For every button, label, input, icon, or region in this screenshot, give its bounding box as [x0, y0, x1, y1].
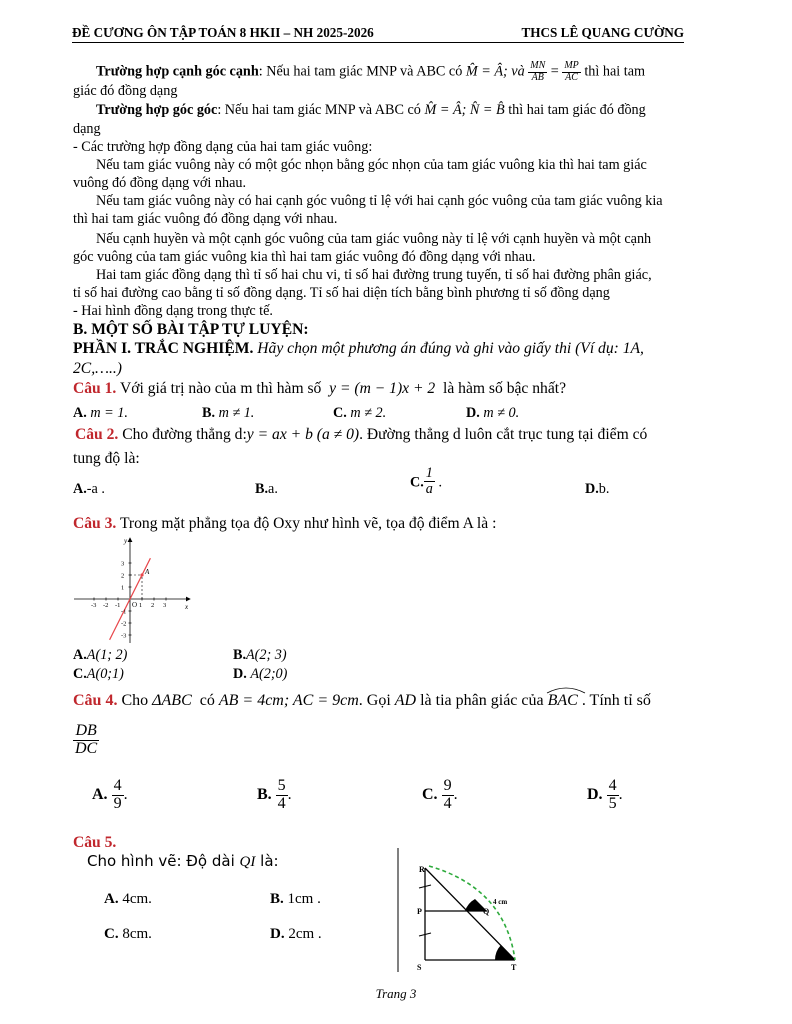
part1-line-2: 2C,…..)	[73, 360, 122, 377]
q1-option-c[interactable]: C. m ≠ 2.	[333, 405, 387, 421]
rule-4b: tỉ số hai đường cao bằng tỉ số đồng dạng. Tỉ số hai diện tích bằng bình phương tỉ số đồng dạng	[73, 285, 610, 301]
q5-option-c[interactable]: C. 8cm.	[104, 926, 152, 942]
rule-1b: vuông đó đồng dạng với nhau.	[73, 175, 247, 191]
q1-option-d[interactable]: D. m ≠ 0.	[466, 405, 520, 421]
label-t: T	[511, 963, 517, 972]
origin-label: O	[132, 601, 138, 609]
y-axis-label: y	[124, 537, 128, 545]
x-axis-label: x	[185, 603, 189, 611]
q1-stem: Câu 1. Với giá trị nào của m thì hàm số y = (m − 1)x + 2 là hàm số bậc nhất?	[73, 380, 566, 397]
aa-line-2: dạng	[73, 121, 101, 137]
y-tick-label: -1	[121, 608, 127, 616]
rule-1: Nếu tam giác vuông này có một góc nhọn bằng góc nhọn của tam giác vuông kia thì hai tam giác	[96, 157, 647, 173]
y-tick-label: -2	[121, 620, 127, 628]
q5-option-b[interactable]: B. 1cm .	[270, 891, 321, 907]
q5-option-d[interactable]: D. 2cm .	[270, 926, 322, 942]
q4-option-c[interactable]: C. $\frac{9}{4}$ .	[422, 777, 458, 812]
section-b-title: B. MỘT SỐ BÀI TẬP TỰ LUYỆN:	[73, 321, 309, 338]
q3-option-c[interactable]: C.A(0;1)	[73, 666, 124, 682]
aa-line: Trường hợp góc góc: Nếu hai tam giác MNP và ABC có M̂ = Â; N̂ = B̂ thì hai tam giác đó đồng	[96, 102, 646, 118]
fraction-mn-ab: $\frac{MN}{AB}$	[530, 60, 546, 83]
point-a-label: A	[145, 568, 150, 576]
page-number: Trang 3	[375, 986, 417, 1001]
rule-2: Nếu tam giác vuông này có hai cạnh góc vuông tỉ lệ với hai cạnh góc vuông của tam giác vuông kia	[96, 193, 663, 209]
x-tick-label: 3	[163, 602, 167, 609]
q4-option-d[interactable]: D. $\frac{4}{5}$ .	[587, 777, 623, 812]
q2-stem: Câu 2. Cho đường thẳng d:y = ax + b (a ≠ 0). Đường thẳng d luôn cắt trục tung tại điểm có	[75, 426, 648, 443]
y-tick-label: 1	[121, 584, 125, 592]
sas-line: Trường hợp cạnh góc cạnh: Nếu hai tam giác MNP và ABC có M̂ = Â; và $\frac{MN}{AB}$ = $\frac{MP}{AC}$ thì hai tam	[96, 60, 646, 83]
part1-line: PHẦN I. TRẮC NGHIỆM. Hãy chọn một phương án đúng và ghi vào giấy thi (Ví dụ: 1A,	[73, 340, 644, 357]
label-q: Q	[483, 907, 490, 916]
q4-stem: Câu 4. Cho ΔABC có AB = 4cm; AC = 9cm. Gọi AD là tia phân giác của BAC . Tính tỉ số	[73, 692, 651, 709]
sas-line-2: giác đó đồng dạng	[73, 83, 178, 99]
q1-option-a[interactable]: A. m = 1.	[73, 405, 128, 421]
rule-3: Nếu cạnh huyền và một cạnh góc vuông của tam giác vuông này tỉ lệ với cạnh huyền và một cạnh	[96, 231, 652, 247]
q3-option-a[interactable]: A.A(1; 2)	[73, 647, 128, 663]
label-r: R	[419, 865, 425, 874]
q5-label: Câu 5.	[73, 834, 117, 851]
x-tick-label: -1	[115, 602, 121, 609]
right-tri-title: - Các trường hợp đồng dạng của hai tam giác vuông:	[73, 139, 373, 155]
point-a	[140, 573, 143, 576]
rule-3b: góc vuông của tam giác vuông kia thì hai tam giác vuông đó đồng dạng với nhau.	[73, 249, 536, 265]
q5-option-a[interactable]: A. 4cm.	[104, 891, 152, 907]
q3-stem: Câu 3. Trong mặt phẳng tọa độ Oxy như hình vẽ, tọa độ điểm A là :	[73, 515, 497, 532]
q2-stem-2: tung độ là:	[73, 450, 140, 467]
q3-option-d[interactable]: D. A(2;0)	[233, 666, 288, 682]
header-right: THCS LÊ QUANG CƯỜNG	[521, 25, 684, 40]
y-tick-label: -3	[121, 632, 127, 640]
y-tick-label: 3	[121, 560, 125, 568]
q2-option-b[interactable]: B.a.	[255, 481, 278, 497]
rule-4: Hai tam giác đồng dạng thì tỉ số hai chu vi, tỉ số hai đường trung tuyến, tỉ số hai đường phân giác,	[96, 267, 652, 283]
q4-option-a[interactable]: A. $\frac{4}{9}$ .	[92, 777, 128, 812]
q5-figure	[395, 848, 535, 973]
fraction-mp-ac: $\frac{MP}{AC}$	[564, 60, 579, 83]
q2-option-d[interactable]: D.b.	[585, 481, 610, 497]
q3-option-b[interactable]: B.A(2; 3)	[233, 647, 287, 663]
q1-option-b[interactable]: B. m ≠ 1.	[202, 405, 255, 421]
angle-bac: BAC	[548, 692, 578, 709]
label-length: 4 cm	[493, 898, 508, 906]
x-tick-label: 2	[151, 602, 155, 609]
q3-coordinate-graph	[72, 535, 194, 645]
rule-2b: thì hai tam giác vuông đó đồng dạng với nhau.	[73, 211, 338, 227]
q5-stem: Cho hình vẽ: Độ dài QI là:	[87, 852, 279, 870]
x-tick-label: -3	[91, 602, 97, 609]
rule-5: - Hai hình đồng dạng trong thực tế.	[73, 303, 273, 319]
x-tick-label: -2	[103, 602, 109, 609]
label-p: P	[417, 907, 422, 916]
q4-option-b[interactable]: B. $\frac{5}{4}$ .	[257, 777, 292, 812]
label-s: S	[417, 963, 422, 972]
q2-option-c[interactable]: C. $\frac{1}{a}$ .	[410, 465, 442, 497]
page-header	[72, 24, 684, 43]
y-tick-label: 2	[121, 572, 125, 580]
header-left: ĐỀ CƯƠNG ÔN TẬP TOÁN 8 HKII – NH 2025-2026	[72, 25, 374, 40]
q2-option-a[interactable]: A.-a .	[73, 481, 105, 497]
q4-ratio: $\frac{DB}{DC}$	[75, 722, 98, 757]
x-tick-label: 1	[139, 602, 143, 609]
